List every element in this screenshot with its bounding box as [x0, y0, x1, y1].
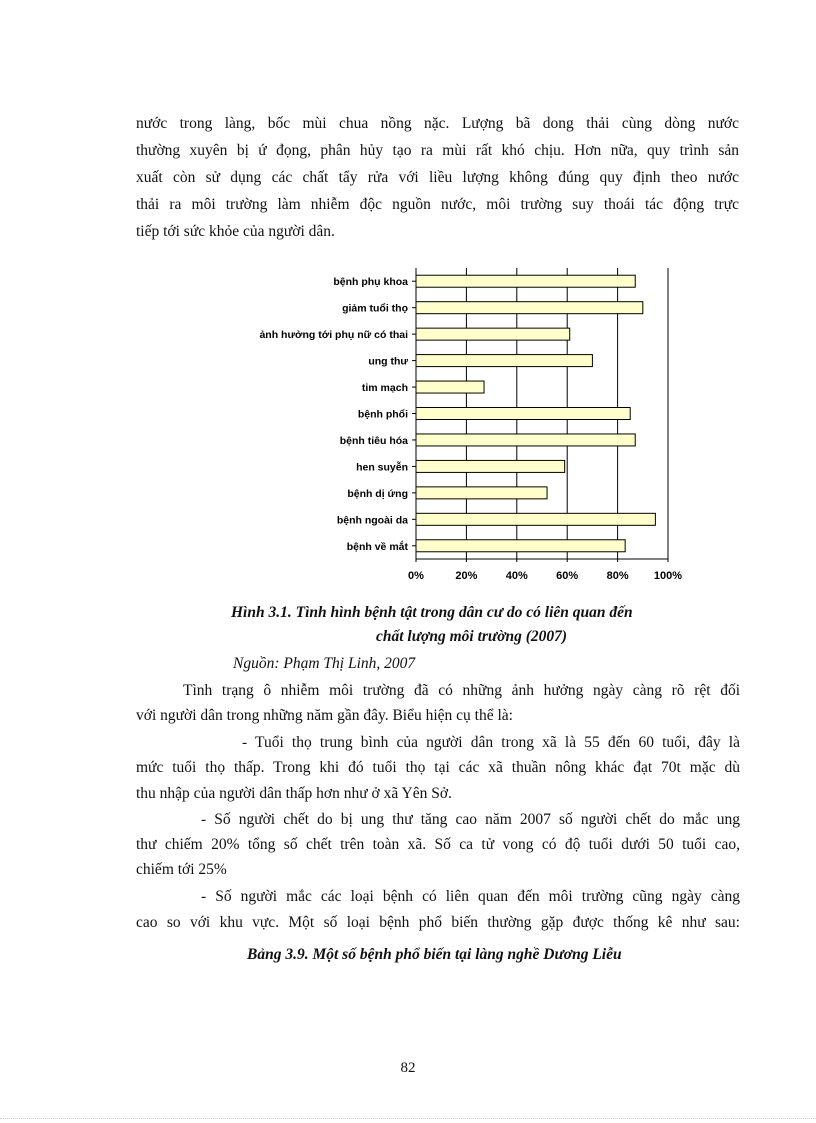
intro-paragraph	[136, 110, 739, 245]
category-label: bệnh về mắt	[346, 540, 408, 553]
category-label: bệnh ngoài da	[336, 514, 408, 527]
page-bottom-border	[0, 1118, 816, 1119]
body-line: cao so với khu vực. Một số loại bệnh phổ biến thường gặp được thống kê như sau:	[136, 914, 740, 931]
figure-source: Nguồn: Phạm Thị Linh, 2007	[233, 655, 416, 672]
body-line: chiếm tới 25%	[136, 861, 227, 878]
category-label: hen suyễn	[356, 461, 408, 474]
bar	[416, 275, 635, 287]
intro-line: tiếp tới sức khỏe của người dân.	[136, 223, 335, 240]
category-label: ảnh hưởng tới phụ nữ có thai	[259, 329, 408, 342]
bar-chart	[200, 262, 690, 587]
x-tick-label: 100%	[653, 570, 683, 582]
intro-line: thường xuyên bị ứ đọng, phân hủy tạo ra mùi rất khó chịu. Hơn nữa, quy trình sản	[136, 142, 739, 159]
bar	[416, 540, 625, 552]
body-line: - Số người chết do bị ung thư tăng cao năm 2007 số người chết do mắc ung	[201, 811, 740, 828]
x-tick-label: 60%	[556, 570, 579, 582]
category-label: bệnh tiêu hóa	[339, 434, 408, 447]
bar	[416, 381, 484, 393]
bar	[416, 487, 547, 499]
body-line: thư chiếm 20% tổng số chết trên toàn xã. Số ca tử vong có độ tuổi dưới 50 tuổi cao,	[136, 836, 740, 853]
intro-line: thải ra môi trường làm nhiễm độc nguồn nước, môi trường suy thoái tác động trực	[136, 196, 739, 213]
body-line: thu nhập của người dân thấp hơn như ở xã Yên Sở.	[136, 785, 452, 802]
table-caption: Bảng 3.9. Một số bệnh phổ biến tại làng nghề Dương Liễu	[247, 946, 622, 963]
x-tick-label: 80%	[606, 570, 629, 582]
bar	[416, 513, 655, 525]
category-label: giảm tuổi thọ	[342, 302, 408, 315]
bar	[416, 302, 643, 314]
page-number: 82	[400, 1060, 416, 1076]
bar	[416, 434, 635, 446]
category-label: bệnh phụ khoa	[333, 276, 408, 289]
category-label: bệnh dị ứng	[347, 487, 408, 500]
bar	[416, 460, 565, 472]
bar	[416, 355, 592, 367]
x-tick-label: 40%	[505, 570, 528, 582]
body-line: Tình trạng ô nhiễm môi trường đã có những ảnh hưởng ngày càng rõ rệt đối	[183, 682, 740, 699]
bar	[416, 408, 630, 420]
figure-caption-line1: Hình 3.1. Tình hình bệnh tật trong dân cư do có liên quan đến	[231, 604, 633, 621]
category-label: tim mạch	[361, 382, 408, 395]
body-line: với người dân trong những năm gần đây. Biểu hiện cụ thể là:	[136, 707, 513, 724]
x-tick-label: 20%	[455, 570, 478, 582]
body-line: - Tuổi thọ trung bình của người dân trong xã là 55 đến 60 tuổi, đây là	[242, 734, 740, 751]
body-line: - Số người mắc các loại bệnh có liên quan đến môi trường cũng ngày càng	[201, 888, 740, 905]
body-line: mức tuổi thọ thấp. Trong khi đó tuổi thọ tại các xã thuần nông khác đạt 70t mặc dù	[136, 759, 740, 776]
category-label: ung thư	[368, 355, 408, 368]
x-tick-label: 0%	[408, 570, 424, 582]
bar	[416, 328, 570, 340]
figure-caption-line2: chất lượng môi trường (2007)	[376, 628, 568, 645]
intro-line: nước trong làng, bốc mùi chua nồng nặc. Lượng bã dong thải cùng dòng nước	[136, 115, 739, 132]
intro-line: xuất còn sử dụng các chất tẩy rửa với liều lượng không đúng quy định theo nước	[136, 169, 739, 186]
category-label: bệnh phổi	[357, 408, 408, 421]
